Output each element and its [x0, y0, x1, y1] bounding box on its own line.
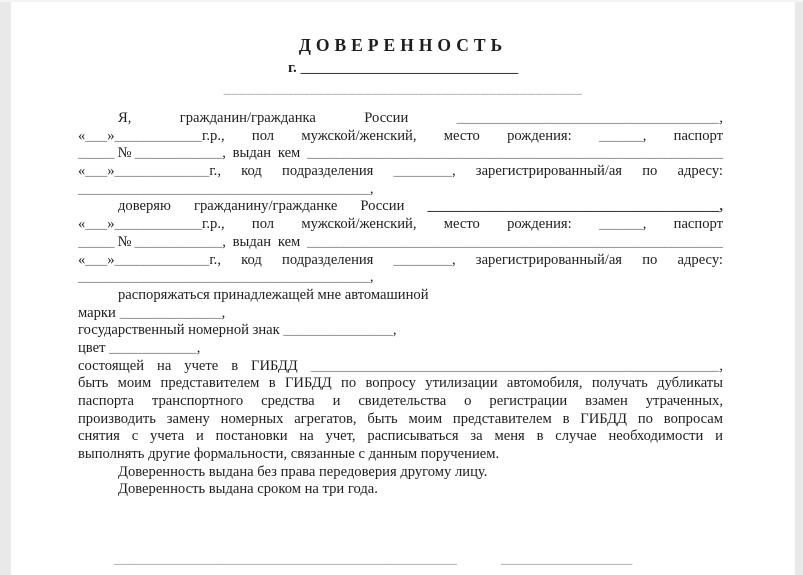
form-line-agent-issue: «___»_____________г., код подразделения ________, зарегистрированный/ая по адресу:	[78, 251, 723, 268]
document-page	[11, 2, 795, 575]
form-line-registered-gibdd: состоящей на учете в ГИБДД ________________________________________________________,	[78, 357, 723, 374]
form-line-term: Доверенность выдана сроком на три года.	[118, 481, 378, 498]
form-line-principal-passport: _____№____________, выдан кем _________________________________________________________	[78, 145, 723, 162]
form-line-powers-2: паспорта транспортного средства и свидетельства о регистрации взамен утраченных,	[78, 393, 723, 409]
form-line-powers-5: выполнять другие формальности, связанные с данным поручением.	[78, 446, 500, 463]
form-body	[78, 110, 723, 499]
form-line-car-plate: государственный номерной знак _______________,	[78, 322, 397, 339]
document-header	[11, 34, 795, 97]
form-line-agent-birth: «___»____________г.р., пол мужской/женский, место рождения: ______, паспорт	[78, 216, 723, 233]
place-line	[11, 58, 795, 78]
document-title: ДОВЕРЕННОСТЬ	[298, 35, 508, 55]
signature-block	[11, 551, 795, 567]
form-line-principal-issue: «___»_____________г., код подразделения ________, зарегистрированный/ая по адресу:	[78, 163, 723, 180]
form-line-agent-address: ________________________________________,	[78, 269, 374, 286]
place-prefix: г.	[287, 60, 297, 76]
form-line-principal-address: ________________________________________,	[78, 180, 374, 197]
form-line-principal-birth: «___»____________г.р., пол мужской/женский, место рождения: ______, паспорт	[78, 127, 723, 144]
form-line-agent-name: доверяю гражданину/гражданке России ________________________________________,	[118, 198, 723, 215]
form-line-car-color: цвет ____________,	[78, 339, 201, 356]
place-blank-field: _____________________________	[300, 60, 519, 76]
form-line-powers-4: снятия с учета и постановки на учет, расписываться за меня в случае необходимости и	[78, 428, 723, 445]
form-line-principal-name: Я, гражданин/гражданка России ____________________________________,	[118, 110, 723, 126]
form-line-powers-1: быть моим представителем в ГИБДД по вопросу утилизации автомобиля, получать дубликаты	[78, 375, 723, 392]
form-line-authority: распоряжаться принадлежащей мне автомашиной	[118, 286, 429, 303]
form-line-car-make: марки ______________,	[78, 304, 226, 321]
date-blank-field: ______________________________________________	[223, 81, 583, 97]
page-top-edge	[0, 0, 803, 2]
form-line-agent-passport: _____№____________, выдан кем _________________________________________________________	[78, 233, 723, 250]
form-line-no-substitution: Доверенность выдана без права передоверия другому лицу.	[118, 463, 488, 480]
form-line-powers-3: производить замену номерных агрегатов, быть моим представителем в ГИБДД по вопросам	[78, 410, 723, 427]
signature-blank-field: _______________________________________________	[114, 551, 457, 567]
signature-name-blank-field: __________________	[500, 551, 633, 567]
